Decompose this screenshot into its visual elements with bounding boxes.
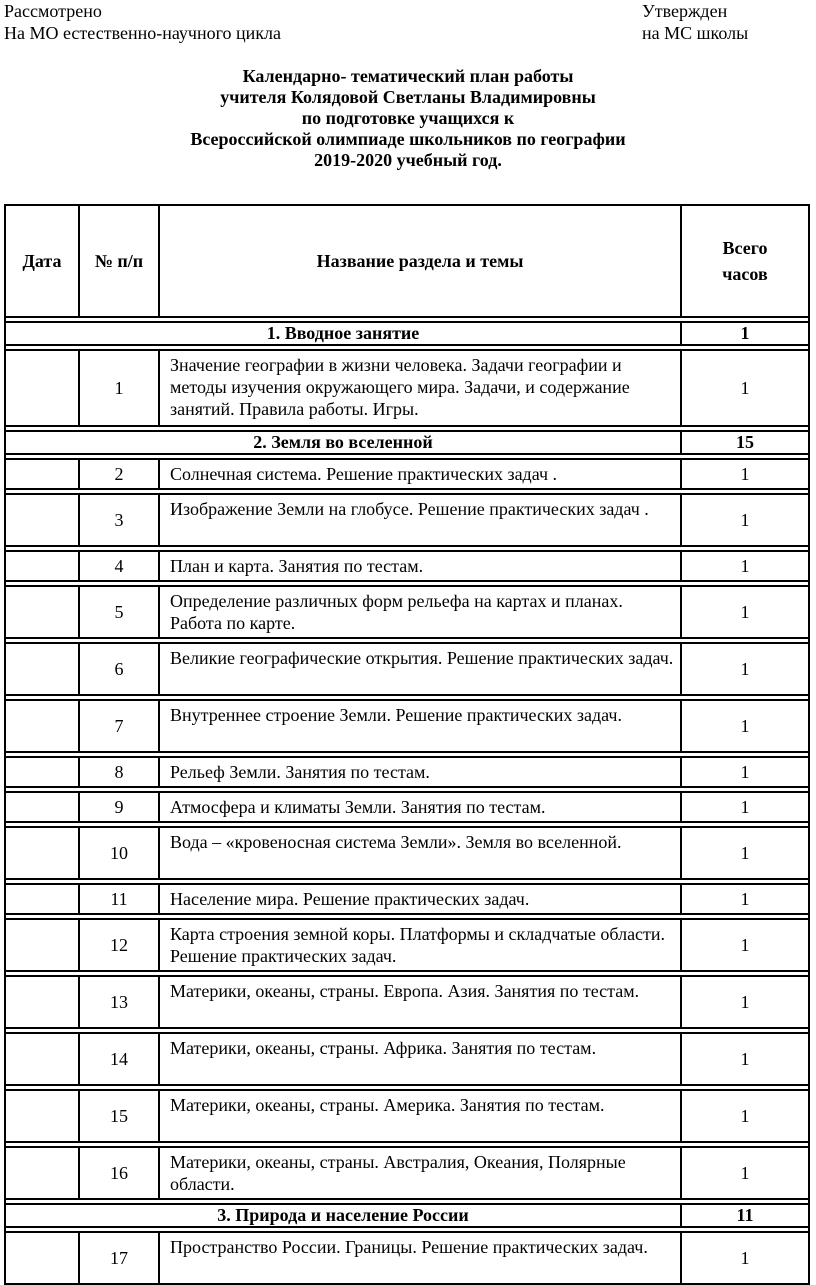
topic-cell: Материки, океаны, страны. Европа. Азия. Занятия по тестам. <box>159 976 681 1028</box>
number-cell: 11 <box>79 884 159 914</box>
hours-cell: 1 <box>681 757 809 787</box>
topic-cell: Рельеф Земли. Занятия по тестам. <box>159 757 681 787</box>
table-row <box>5 792 809 822</box>
document-title <box>0 66 816 171</box>
number-cell: 4 <box>79 551 159 581</box>
section-row <box>5 322 809 345</box>
table-row <box>5 551 809 581</box>
table-row <box>5 459 809 489</box>
hours-cell: 1 <box>681 494 809 546</box>
date-cell <box>5 757 79 787</box>
hours-cell: 1 <box>681 700 809 752</box>
title-line-1: Календарно- тематический план работы <box>242 66 574 86</box>
hours-cell: 1 <box>681 643 809 695</box>
hours-cell: 1 <box>681 459 809 489</box>
date-cell <box>5 1232 79 1284</box>
topic-cell: Великие географические открытия. Решение практических задач. <box>159 643 681 695</box>
date-cell <box>5 350 79 426</box>
section-title: 2. Земля во вселенной <box>5 431 681 454</box>
section-row <box>5 1204 809 1227</box>
hours-cell: 1 <box>681 827 809 879</box>
date-cell <box>5 792 79 822</box>
section-title: 3. Природа и население России <box>5 1204 681 1227</box>
topic-cell: Пространство России. Границы. Решение практических задач. <box>159 1232 681 1284</box>
col-topic-header: Название раздела и темы <box>159 205 681 317</box>
number-cell: 8 <box>79 757 159 787</box>
date-cell <box>5 1090 79 1142</box>
hours-cell: 1 <box>681 884 809 914</box>
table-row <box>5 976 809 1028</box>
date-cell <box>5 884 79 914</box>
hours-cell: 1 <box>681 1232 809 1284</box>
number-cell: 3 <box>79 494 159 546</box>
col-hours-header <box>681 205 809 317</box>
date-cell <box>5 459 79 489</box>
number-cell: 9 <box>79 792 159 822</box>
hours-cell: 1 <box>681 792 809 822</box>
table-header-row <box>5 205 809 317</box>
table-row <box>5 827 809 879</box>
number-cell: 6 <box>79 643 159 695</box>
hours-cell: 1 <box>681 1033 809 1085</box>
number-cell: 2 <box>79 459 159 489</box>
date-cell <box>5 700 79 752</box>
approval-right-line1: Утвержден <box>642 1 728 21</box>
number-cell: 14 <box>79 1033 159 1085</box>
col-number-header: № п/п <box>79 205 159 317</box>
date-cell <box>5 586 79 638</box>
section-title: 1. Вводное занятие <box>5 322 681 345</box>
table-row <box>5 919 809 971</box>
section-hours: 11 <box>681 1204 809 1227</box>
hours-cell: 1 <box>681 350 809 426</box>
title-line-5: 2019-2020 учебный год. <box>314 150 502 170</box>
title-line-3: по подготовке учащихся к <box>301 108 515 128</box>
number-cell: 10 <box>79 827 159 879</box>
date-cell <box>5 976 79 1028</box>
topic-cell: Материки, океаны, страны. Америка. Занятия по тестам. <box>159 1090 681 1142</box>
approval-left-line1: Рассмотрено <box>4 1 102 21</box>
table-row <box>5 586 809 638</box>
date-cell <box>5 1147 79 1199</box>
topic-cell: Вода – «кровеносная система Земли». Земля во вселенной. <box>159 827 681 879</box>
number-cell: 1 <box>79 350 159 426</box>
approval-right-line2: на МС школы <box>642 23 749 43</box>
topic-cell: Материки, океаны, страны. Австралия, Океания, Полярные области. <box>159 1147 681 1199</box>
table-row <box>5 1232 809 1284</box>
plan-table <box>4 204 810 1285</box>
topic-cell: Атмосфера и климаты Земли. Занятия по тестам. <box>159 792 681 822</box>
approval-left-line2: На МО естественно-научного цикла <box>4 23 282 43</box>
number-cell: 12 <box>79 919 159 971</box>
title-line-2: учителя Колядовой Светланы Владимировны <box>220 87 596 107</box>
topic-cell: Население мира. Решение практических задач. <box>159 884 681 914</box>
table-row <box>5 1033 809 1085</box>
topic-cell: Изображение Земли на глобусе. Решение практических задач . <box>159 494 681 546</box>
col-hours-header-line1: Всего <box>722 238 768 258</box>
col-hours-header-line2: часов <box>722 264 768 284</box>
hours-cell: 1 <box>681 551 809 581</box>
topic-cell: Значение географии в жизни человека. Задачи географии и методы изучения окружающего мира. Задачи, и содержание занятий. Правила работы. Игры. <box>159 350 681 426</box>
table-row <box>5 1090 809 1142</box>
topic-cell: План и карта. Занятия по тестам. <box>159 551 681 581</box>
topic-cell: Определение различных форм рельефа на картах и планах. Работа по карте. <box>159 586 681 638</box>
number-cell: 17 <box>79 1232 159 1284</box>
section-hours: 15 <box>681 431 809 454</box>
col-date-header: Дата <box>5 205 79 317</box>
date-cell <box>5 1033 79 1085</box>
approval-right <box>642 0 748 44</box>
table-row <box>5 1147 809 1199</box>
hours-cell: 1 <box>681 976 809 1028</box>
topic-cell: Карта строения земной коры. Платформы и складчатые области. Решение практических задач. <box>159 919 681 971</box>
date-cell <box>5 643 79 695</box>
number-cell: 5 <box>79 586 159 638</box>
hours-cell: 1 <box>681 586 809 638</box>
topic-cell: Внутреннее строение Земли. Решение практических задач. <box>159 700 681 752</box>
topic-cell: Солнечная система. Решение практических задач . <box>159 459 681 489</box>
date-cell <box>5 494 79 546</box>
date-cell <box>5 551 79 581</box>
table-row <box>5 884 809 914</box>
date-cell <box>5 919 79 971</box>
hours-cell: 1 <box>681 1147 809 1199</box>
number-cell: 13 <box>79 976 159 1028</box>
table-row <box>5 643 809 695</box>
number-cell: 16 <box>79 1147 159 1199</box>
hours-cell: 1 <box>681 919 809 971</box>
topic-cell: Материки, океаны, страны. Африка. Занятия по тестам. <box>159 1033 681 1085</box>
table-row <box>5 350 809 426</box>
title-line-4: Всероссийской олимпиаде школьников по географии <box>190 129 626 149</box>
table-row <box>5 700 809 752</box>
date-cell <box>5 827 79 879</box>
table-row <box>5 494 809 546</box>
approval-left <box>4 0 281 44</box>
hours-cell: 1 <box>681 1090 809 1142</box>
number-cell: 15 <box>79 1090 159 1142</box>
section-hours: 1 <box>681 322 809 345</box>
table-row <box>5 757 809 787</box>
plan-table-body <box>5 317 809 1284</box>
section-row <box>5 431 809 454</box>
number-cell: 7 <box>79 700 159 752</box>
